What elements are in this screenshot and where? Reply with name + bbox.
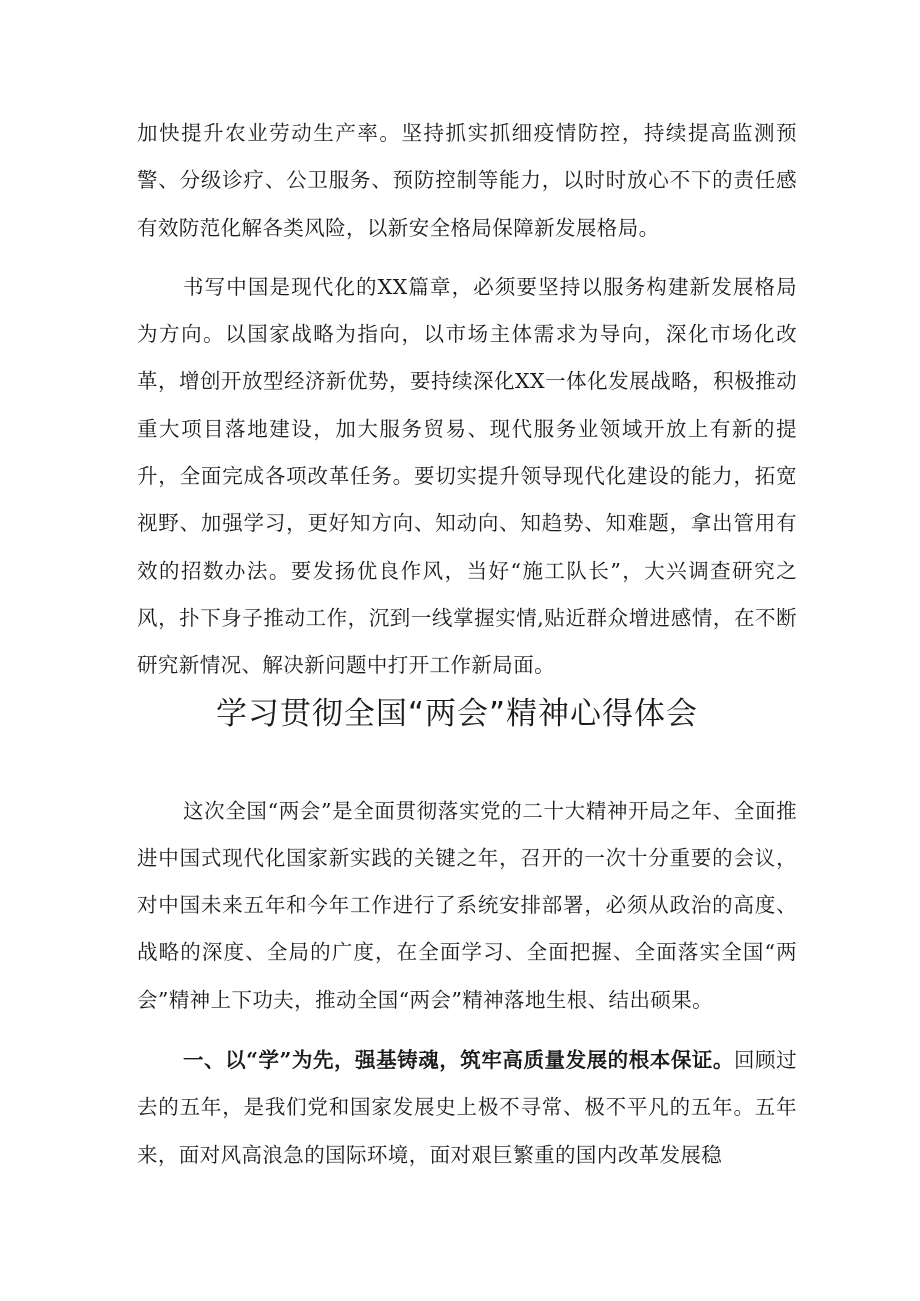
body-paragraph-2: 书写中国是现代化的XX篇章，必须要坚持以服务构建新发展格局为方向。以国家战略为指向，以市场主体需求为导向，深化市场化改革，增创开放型经济新优势，要持续深化XX一体化发展战略，积极推动重大项目落地建设，加大服务贸易、现代服务业领域开放上有新的提升，全面完成各项改革任务。要切实提升领导现代化建设的能力，拓宽视野、加强学习，更好知方向、知动向、知趋势、知难题，拿出管用有效的招数办法。要发扬优良作风，当好“施工队长”，大兴调查研究之风，扑下身子推动工作，沉到一线掌握实情,贴近群众增进感情，在不断研究新情况、解决新问题中打开工作新局面。 — [137, 274, 797, 678]
body-paragraph-3: 这次全国“两会”是全面贯彻落实党的二十大精神开局之年、全面推进中国式现代化国家新实践的关键之年，召开的一次十分重要的会议，对中国未来五年和今年工作进行了系统安排部署，必须从政治的高度、战略的深度、全局的广度，在全面学习、全面把握、全面落实全国“两会”精神上下功夫，推动全国“两会”精神落地生根、结出硕果。 — [137, 798, 797, 1012]
document-title: 学习贯彻全国“两会”精神心得体会 — [215, 695, 699, 732]
body-paragraph-1: 加快提升农业劳动生产率。坚持抓实抓细疫情防控，持续提高监测预警、分级诊疗、公卫服务、预防控制等能力，以时时放心不下的责任感有效防范化解各类风险，以新安全格局保障新发展格局。 — [137, 121, 797, 240]
document-page — [137, 110, 797, 1179]
section-body-1: 回顾过去的五年，是我们党和国家发展史上极不寻常、极不平凡的五年。五年来，面对风高浪急的国际环境，面对艰巨繁重的国内改革发展稳 — [137, 1048, 797, 1167]
body-paragraph-4 — [137, 1037, 797, 1179]
section-heading-1: 一、以“学”为先，强基铸魂，筑牢高质量发展的根本保证。 — [183, 1048, 734, 1073]
